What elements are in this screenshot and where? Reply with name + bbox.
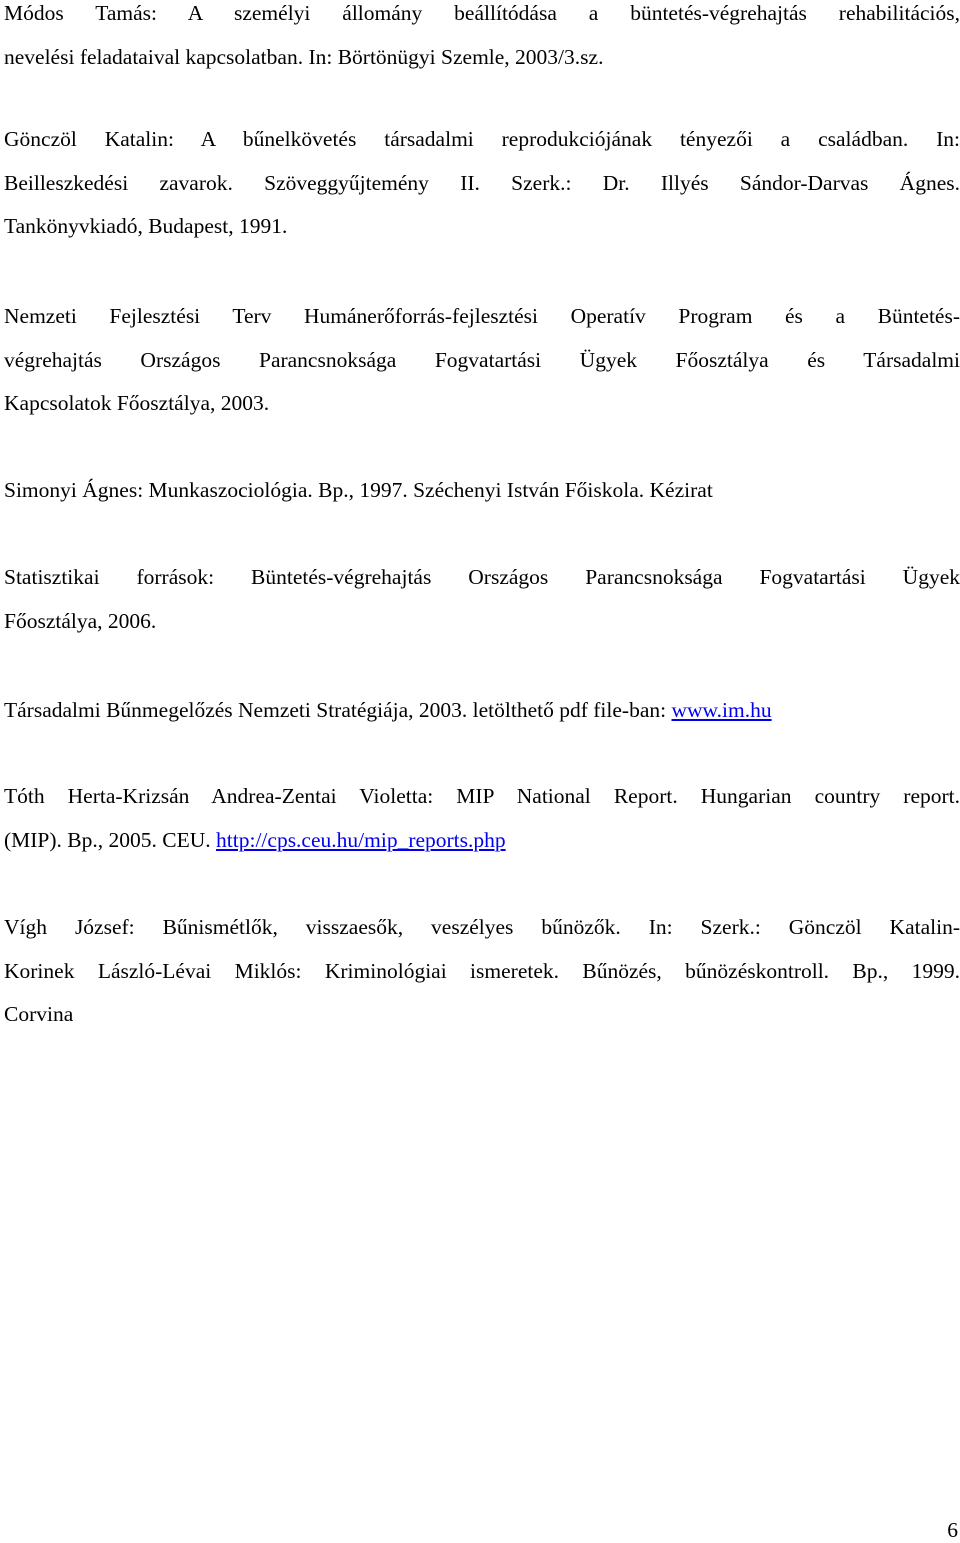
reference-line: Beilleszkedési zavarok. Szöveggyűjtemény II. Szerk.: Dr. Illyés Sándor-Darvas Ágnes.: [4, 170, 960, 195]
reference-line: Korinek László-Lévai Miklós: Kriminológiai ismeretek. Bűnözés, bűnözéskontroll. Bp., 1999.: [4, 958, 960, 983]
reference-line: végrehajtás Országos Parancsnoksága Fogvatartási Ügyek Főosztálya és Társadalmi: [4, 347, 960, 372]
page-number: 6: [947, 1518, 958, 1542]
reference-line: nevelési feladataival kapcsolatban. In: Börtönügyi Szemle, 2003/3.sz.: [4, 44, 604, 69]
reference-modos: [4, 0, 960, 79]
reference-tarsadalmi: [4, 689, 960, 733]
reference-line: Corvina: [4, 1002, 74, 1026]
reference-line: Tóth Herta-Krizsán Andrea-Zentai Violetta: MIP National Report. Hungarian country report.: [4, 784, 960, 808]
reference-text: (MIP). Bp., 2005. CEU.: [4, 827, 217, 852]
reference-line: Kapcsolatok Főosztálya, 2003.: [4, 391, 270, 415]
mip-reports-link[interactable]: http://cps.ceu.hu/mip_reports.php: [216, 827, 506, 852]
reference-line: Simonyi Ágnes: Munkaszociológia. Bp., 1997. Széchenyi István Főiskola. Kézirat: [4, 478, 713, 502]
reference-line: [4, 819, 960, 863]
reference-line: Gönczöl Katalin: A bűnelkövetés társadalmi reprodukciójának tényezői a családban. In:: [4, 127, 960, 151]
reference-gonczol: [4, 118, 960, 249]
reference-simonyi: [4, 469, 960, 513]
reference-vigh: [4, 906, 960, 1037]
reference-line: Statisztikai források: Büntetés-végrehajtás Országos Parancsnoksága Fogvatartási Ügyek: [4, 565, 960, 589]
reference-toth: [4, 775, 960, 862]
reference-text: Társadalmi Bűnmegelőzés Nemzeti Stratégiája, 2003. letölthető pdf file-ban:: [4, 698, 672, 722]
im-hu-link[interactable]: www.im.hu: [671, 698, 772, 722]
reference-line: Módos Tamás: A személyi állomány beállítódása a büntetés-végrehajtás rehabilitációs,: [4, 1, 960, 25]
reference-line: Tankönyvkiadó, Budapest, 1991.: [4, 214, 288, 238]
reference-line: Vígh József: Bűnismétlők, visszaesők, veszélyes bűnözők. In: Szerk.: Gönczöl Katalin-: [4, 915, 960, 939]
reference-line: Főosztálya, 2006.: [4, 608, 157, 633]
reference-nemzeti: [4, 295, 960, 426]
reference-line: [4, 689, 960, 733]
reference-line: Nemzeti Fejlesztési Terv Humánerőforrás-fejlesztési Operatív Program és a Büntetés-: [4, 304, 960, 328]
reference-statisztikai: [4, 556, 960, 643]
